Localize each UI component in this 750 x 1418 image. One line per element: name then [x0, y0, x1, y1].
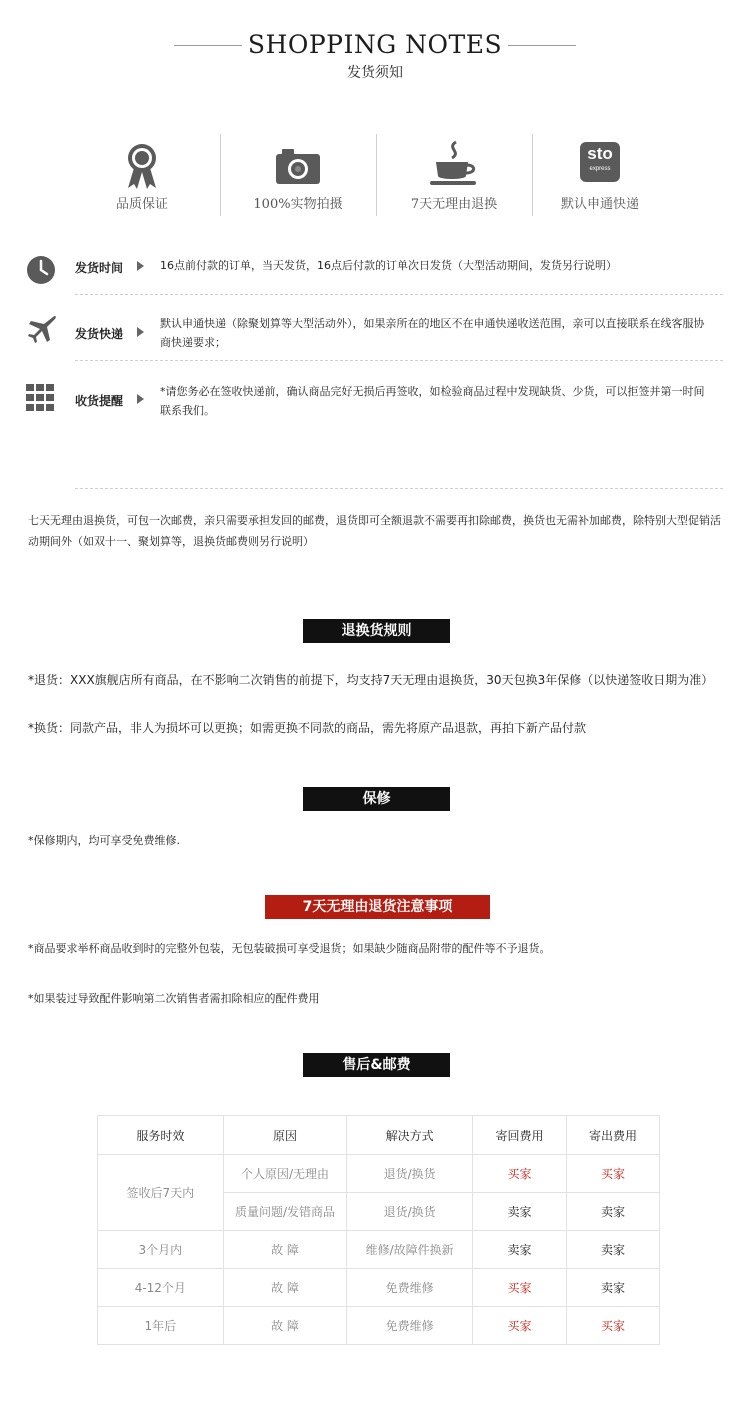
- feature-label: 默认申通快递: [560, 197, 639, 212]
- cell-return-fee: 买家: [472, 1155, 566, 1193]
- cell-reason: 故 障: [223, 1307, 347, 1345]
- cell-return-fee: 卖家: [472, 1193, 566, 1231]
- feature-label: 7天无理由退换: [410, 197, 498, 212]
- rule-return: *退货：XXX旗舰店所有商品，在不影响二次销售的前提下，均支持7天无理由退换货，30天包换3年保修（以快递签收日期为准）: [28, 673, 714, 687]
- cell-period: 3个月内: [98, 1231, 224, 1269]
- arrow-right-icon: [137, 394, 144, 404]
- cell-send-fee: 卖家: [566, 1193, 659, 1231]
- feature-photo: [220, 136, 376, 216]
- dashed-divider: [75, 360, 723, 361]
- arrow-right-icon: [137, 327, 144, 337]
- notice-label-receive: 收货提醒: [75, 394, 124, 408]
- col-solution: 解决方式: [347, 1116, 473, 1155]
- cell-solution: 维修/故障件换新: [347, 1231, 473, 1269]
- grid-icon: [26, 384, 54, 416]
- notice-text-express: 默认申通快递（除聚划算等大型活动外），如果亲所在的地区不在申通快递收送范围，亲可以直接联系在线客服协商快递要求；: [160, 317, 705, 349]
- fee-table: [97, 1115, 660, 1345]
- sto-logo-text: sto: [587, 144, 613, 163]
- page-title: SHOPPING NOTES: [247, 30, 503, 59]
- table-row: [98, 1155, 660, 1193]
- rule-exchange: *换货：同款产品，非人为损坏可以更换；如需更换不同款的商品，需先将原产品退款，再拍下新产品付款: [28, 721, 587, 735]
- notice-text-ship-time: 16点前付款的订单，当天发货，16点后付款的订单次日发货（大型活动期间，发货另行说明）: [160, 259, 617, 272]
- cell-solution: 免费维修: [347, 1269, 473, 1307]
- cell-period: 签收后7天内: [98, 1155, 224, 1231]
- feature-return: [376, 136, 532, 216]
- exchange-note: 七天无理由退换货，可包一次邮费，亲只需要承担发回的邮费，退货即可全额退款不需要再扣除邮费，换货也无需补加邮费，除特别大型促销活动期间外（如双十一、聚划算等，退换货邮费则另行说明）: [28, 514, 721, 548]
- notice-label-express: 发货快递: [75, 327, 124, 341]
- cell-period: 1年后: [98, 1307, 224, 1345]
- cell-reason: 质量问题/发错商品: [223, 1193, 347, 1231]
- section-title-warranty: 保修: [303, 787, 450, 811]
- cell-reason: 故 障: [223, 1269, 347, 1307]
- col-return-fee: 寄回费用: [472, 1116, 566, 1155]
- col-period: 服务时效: [98, 1116, 224, 1155]
- cell-period: 4-12个月: [98, 1269, 224, 1307]
- cell-return-fee: 买家: [472, 1307, 566, 1345]
- cell-send-fee: 卖家: [566, 1269, 659, 1307]
- cell-reason: 故 障: [223, 1231, 347, 1269]
- cell-solution: 免费维修: [347, 1307, 473, 1345]
- cell-solution: 退货/换货: [347, 1155, 473, 1193]
- cell-send-fee: 卖家: [566, 1231, 659, 1269]
- clock-icon: [26, 255, 56, 289]
- table-row: [98, 1269, 660, 1307]
- airplane-icon: [26, 313, 58, 349]
- section-title-return-notes: 7天无理由退货注意事项: [265, 895, 490, 919]
- camera-icon: [220, 140, 376, 186]
- dashed-divider: [75, 294, 723, 295]
- return-note-2: *如果装过导致配件影响第二次销售者需扣除相应的配件费用: [28, 992, 320, 1005]
- return-note-1: *商品要求举杯商品收到时的完整外包装，无包装破损可享受退货；如果缺少随商品附带的配件等不予退货。: [28, 942, 551, 955]
- cell-return-fee: 买家: [472, 1269, 566, 1307]
- dashed-divider: [75, 488, 723, 489]
- notice-label-ship-time: 发货时间: [75, 261, 124, 275]
- feature-label: 品质保证: [115, 197, 168, 212]
- notice-text-receive: *请您务必在签收快递前，确认商品完好无损后再签收，如检验商品过程中发现缺货、少货，可以拒签并第一时间联系我们。: [160, 385, 705, 417]
- coffee-cup-icon: [376, 140, 532, 186]
- col-send-fee: 寄出费用: [566, 1116, 659, 1155]
- warranty-note: *保修期内，均可享受免费维修.: [28, 834, 180, 847]
- feature-express: [522, 136, 678, 216]
- cell-return-fee: 卖家: [472, 1231, 566, 1269]
- cell-solution: 退货/换货: [347, 1193, 473, 1231]
- table-header-row: [98, 1116, 660, 1155]
- col-reason: 原因: [223, 1116, 347, 1155]
- feature-label: 100%实物拍摄: [253, 197, 343, 212]
- section-title-rules: 退换货规则: [303, 619, 450, 643]
- table-row: [98, 1231, 660, 1269]
- sto-express-logo: [522, 140, 678, 186]
- cell-send-fee: 买家: [566, 1155, 659, 1193]
- cell-reason: 个人原因/无理由: [223, 1155, 347, 1193]
- sto-logo-sub: express: [589, 166, 611, 172]
- page-subtitle: 发货须知: [347, 65, 403, 81]
- table-row: [98, 1307, 660, 1345]
- feature-quality: [64, 136, 220, 216]
- cell-send-fee: 买家: [566, 1307, 659, 1345]
- section-title-aftersales: 售后&邮费: [303, 1053, 450, 1077]
- award-ribbon-icon: [64, 140, 220, 186]
- arrow-right-icon: [137, 261, 144, 271]
